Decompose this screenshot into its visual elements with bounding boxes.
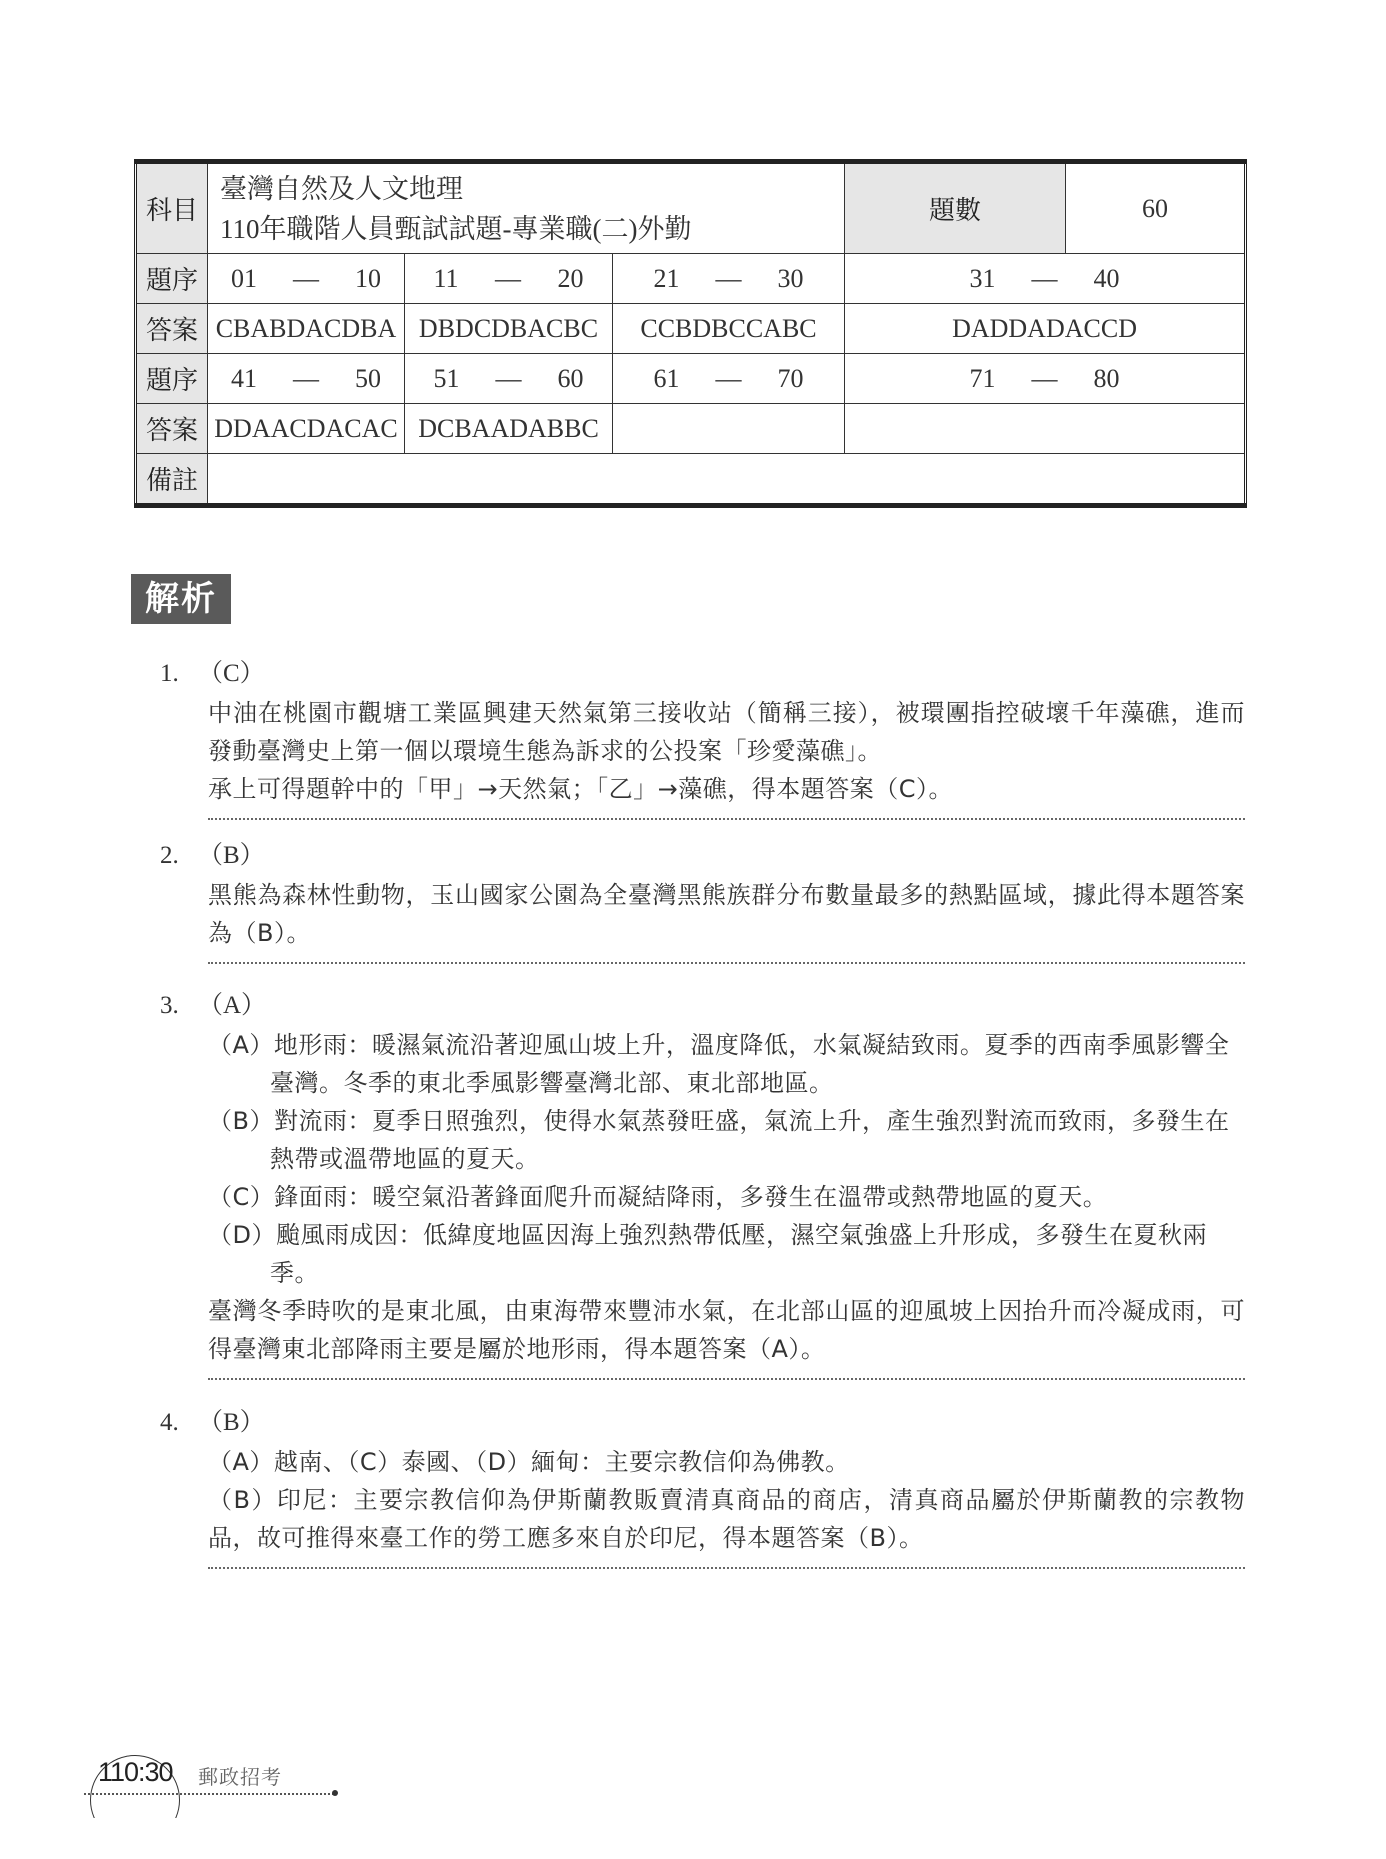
range-cell: 31 — 40 [845, 254, 1246, 304]
answer-cell [845, 404, 1246, 454]
separator-line [208, 1567, 1245, 1569]
range-cell: 41 — 50 [208, 354, 405, 404]
question-number: 3. [160, 992, 179, 1019]
answer-cell: CCBDBCCABC [613, 304, 845, 354]
range-cell: 01 — 10 [208, 254, 405, 304]
option-explanation: （C）鋒面雨：暖空氣沿著鋒面爬升而凝結降雨，多發生在溫帶或熱帶地區的夏天。 [208, 1183, 1108, 1211]
option-explanation: （A）地形雨：暖濕氣流沿著迎風山坡上升，溫度降低，水氣凝結致雨。夏季的西南季風影響全臺灣。冬季的東北季風影響臺灣北部、東北部地區。 [208, 1031, 1230, 1097]
remark-value [208, 454, 1246, 506]
question-2 [160, 838, 1245, 964]
question-answer: （C） [198, 660, 265, 687]
sequence-row [136, 354, 1246, 404]
footer-dotted-line [84, 1793, 334, 1795]
answer-row [136, 404, 1246, 454]
subject-value [208, 162, 845, 254]
question-header [160, 988, 1245, 1024]
footer-dot-icon [332, 1790, 338, 1796]
range-cell: 11 — 20 [405, 254, 613, 304]
page-footer [70, 1735, 360, 1825]
answer-cell [613, 404, 845, 454]
option-explanation: （D）颱風雨成因：低緯度地區因海上強烈熱帶低壓，濕空氣強盛上升形成，多發生在夏秋兩季。 [208, 1221, 1207, 1287]
answer-cell: DDAACDACAC [208, 404, 405, 454]
subject-label: 科目 [136, 162, 208, 254]
separator-line [208, 1378, 1245, 1380]
exam-title: 110年職階人員甄試試題-專業職(二)外勤 [220, 213, 692, 244]
answer-cell: DBDCDBACBC [405, 304, 613, 354]
answer-cell: CBABDACDBA [208, 304, 405, 354]
section-heading: 解析 [131, 574, 231, 624]
question-1 [160, 656, 1245, 820]
sequence-label: 題序 [136, 254, 208, 304]
page-number: 110:30 [98, 1757, 173, 1787]
question-number: 2. [160, 842, 179, 869]
explanation-paragraph: （B）印尼：主要宗教信仰為伊斯蘭教販賣清真商品的商店，清真商品屬於伊斯蘭教的宗教物品，故可推得來臺工作的勞工應多來自於印尼，得本題答案（B）。 [208, 1486, 1245, 1552]
question-answer: （A） [198, 992, 267, 1019]
question-4 [160, 1405, 1245, 1569]
range-cell: 51 — 60 [405, 354, 613, 404]
book-title: 郵政招考 [198, 1765, 282, 1789]
answer-cell: DADDADACCD [845, 304, 1246, 354]
question-header [160, 656, 1245, 692]
sequence-row [136, 254, 1246, 304]
question-answer: （B） [198, 1409, 265, 1436]
subject-row [136, 162, 1246, 254]
range-cell: 21 — 30 [613, 254, 845, 304]
question-answer: （B） [198, 842, 265, 869]
answer-label: 答案 [136, 404, 208, 454]
question-header [160, 838, 1245, 874]
remark-label: 備註 [136, 454, 208, 506]
explanation-paragraph: 承上可得題幹中的「甲」→天然氣；「乙」→藻礁，得本題答案（C）。 [208, 775, 953, 803]
range-cell: 61 — 70 [613, 354, 845, 404]
separator-line [208, 818, 1245, 820]
explanation-paragraph: 臺灣冬季時吹的是東北風，由東海帶來豐沛水氣，在北部山區的迎風坡上因抬升而冷凝成雨，可得臺灣東北部降雨主要是屬於地形雨，得本題答案（A）。 [208, 1297, 1245, 1363]
separator-line [208, 962, 1245, 964]
answer-cell: DCBAADABBC [405, 404, 613, 454]
explanation-paragraph: （A）越南、（C）泰國、（D）緬甸：主要宗教信仰為佛教。 [208, 1448, 850, 1476]
answer-row [136, 304, 1246, 354]
count-label: 題數 [845, 162, 1066, 254]
sequence-label: 題序 [136, 354, 208, 404]
answer-table [134, 159, 1247, 508]
question-3 [160, 988, 1245, 1380]
range-cell: 71 — 80 [845, 354, 1246, 404]
answer-label: 答案 [136, 304, 208, 354]
subject-title: 臺灣自然及人文地理 [220, 173, 463, 204]
explanation-paragraph: 中油在桃園市觀塘工業區興建天然氣第三接收站（簡稱三接），被環團指控破壞千年藻礁，進而發動臺灣史上第一個以環境生態為訴求的公投案「珍愛藻礁」。 [208, 699, 1245, 765]
option-explanation: （B）對流雨：夏季日照強烈，使得水氣蒸發旺盛，氣流上升，產生強烈對流而致雨，多發生在熱帶或溫帶地區的夏天。 [208, 1107, 1230, 1173]
remark-row [136, 454, 1246, 506]
count-value: 60 [1066, 162, 1246, 254]
question-number: 4. [160, 1409, 179, 1436]
question-header [160, 1405, 1245, 1441]
explanation-paragraph: 黑熊為森林性動物，玉山國家公園為全臺灣黑熊族群分布數量最多的熱點區域，據此得本題答案為（B）。 [208, 881, 1245, 947]
question-number: 1. [160, 660, 179, 687]
